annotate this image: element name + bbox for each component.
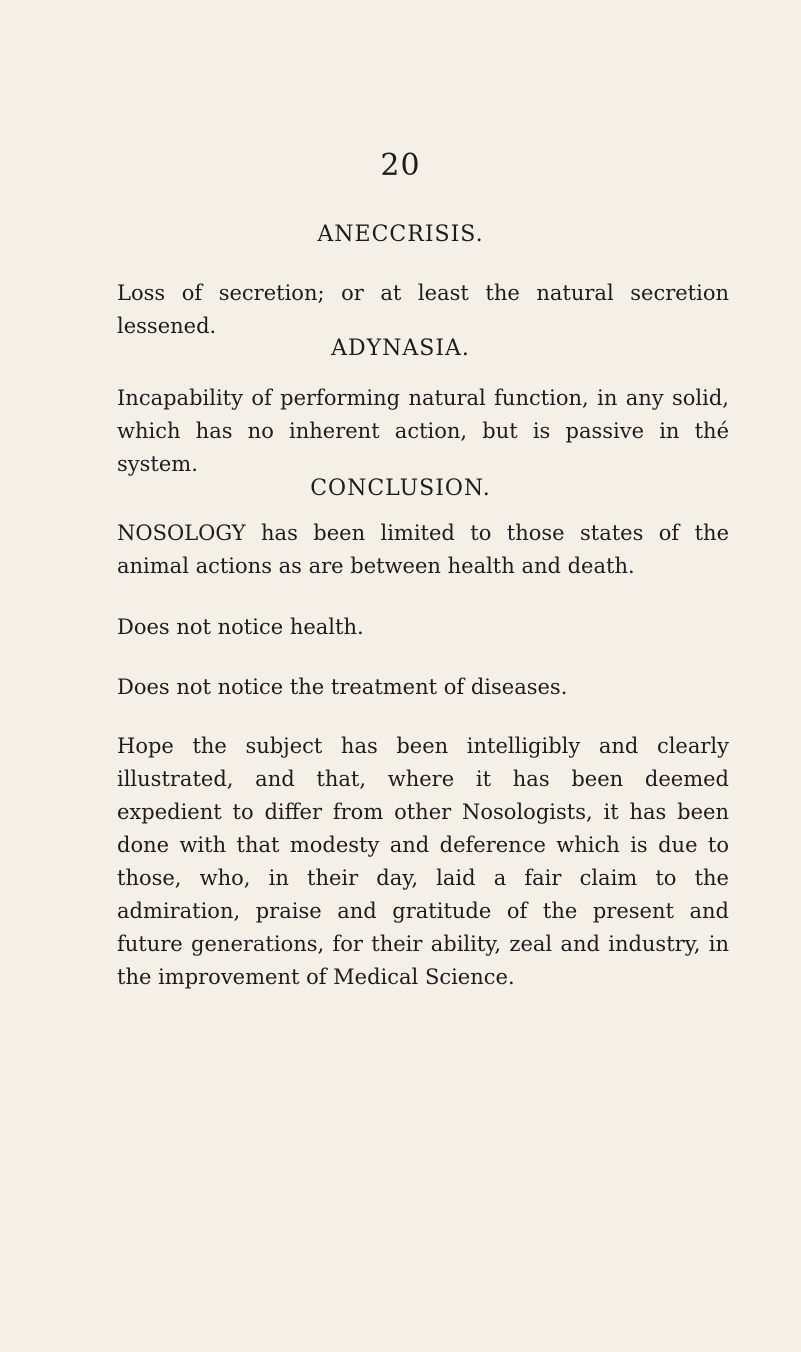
paragraph-conclusion: NOSOLOGY has been limited to those states of the animal actions as are between health and death. (117, 521, 729, 578)
page-number: 20 (380, 148, 421, 183)
paragraph-hope: Hope the subject has been intelligibly and clearly illustrated, and that, where it has been deemed expedient to differ from other Nosologists, it has been done with that modesty and deference which is due to those, who, in their day, laid a fair claim to the admiration, praise and gratitude of the present and future generations, for their ability, zeal and industry, in the improvement of Medical Science. (117, 734, 729, 989)
paragraph-aneccrisis: Loss of secretion; or at least the natural secretion lessened. (117, 281, 729, 338)
paragraph-adynasia: Incapability of performing natural function, in any solid, which has no inherent action, but is passive in thé system. (117, 386, 729, 476)
paragraph-health: Does not notice health. (117, 615, 364, 639)
heading-aneccrisis: ANECCRISIS. (317, 222, 484, 247)
heading-conclusion: CONCLUSION. (310, 476, 491, 501)
paragraph-treatment: Does not notice the treatment of diseases. (117, 675, 568, 699)
heading-adynasia: ADYNASIA. (331, 336, 470, 361)
